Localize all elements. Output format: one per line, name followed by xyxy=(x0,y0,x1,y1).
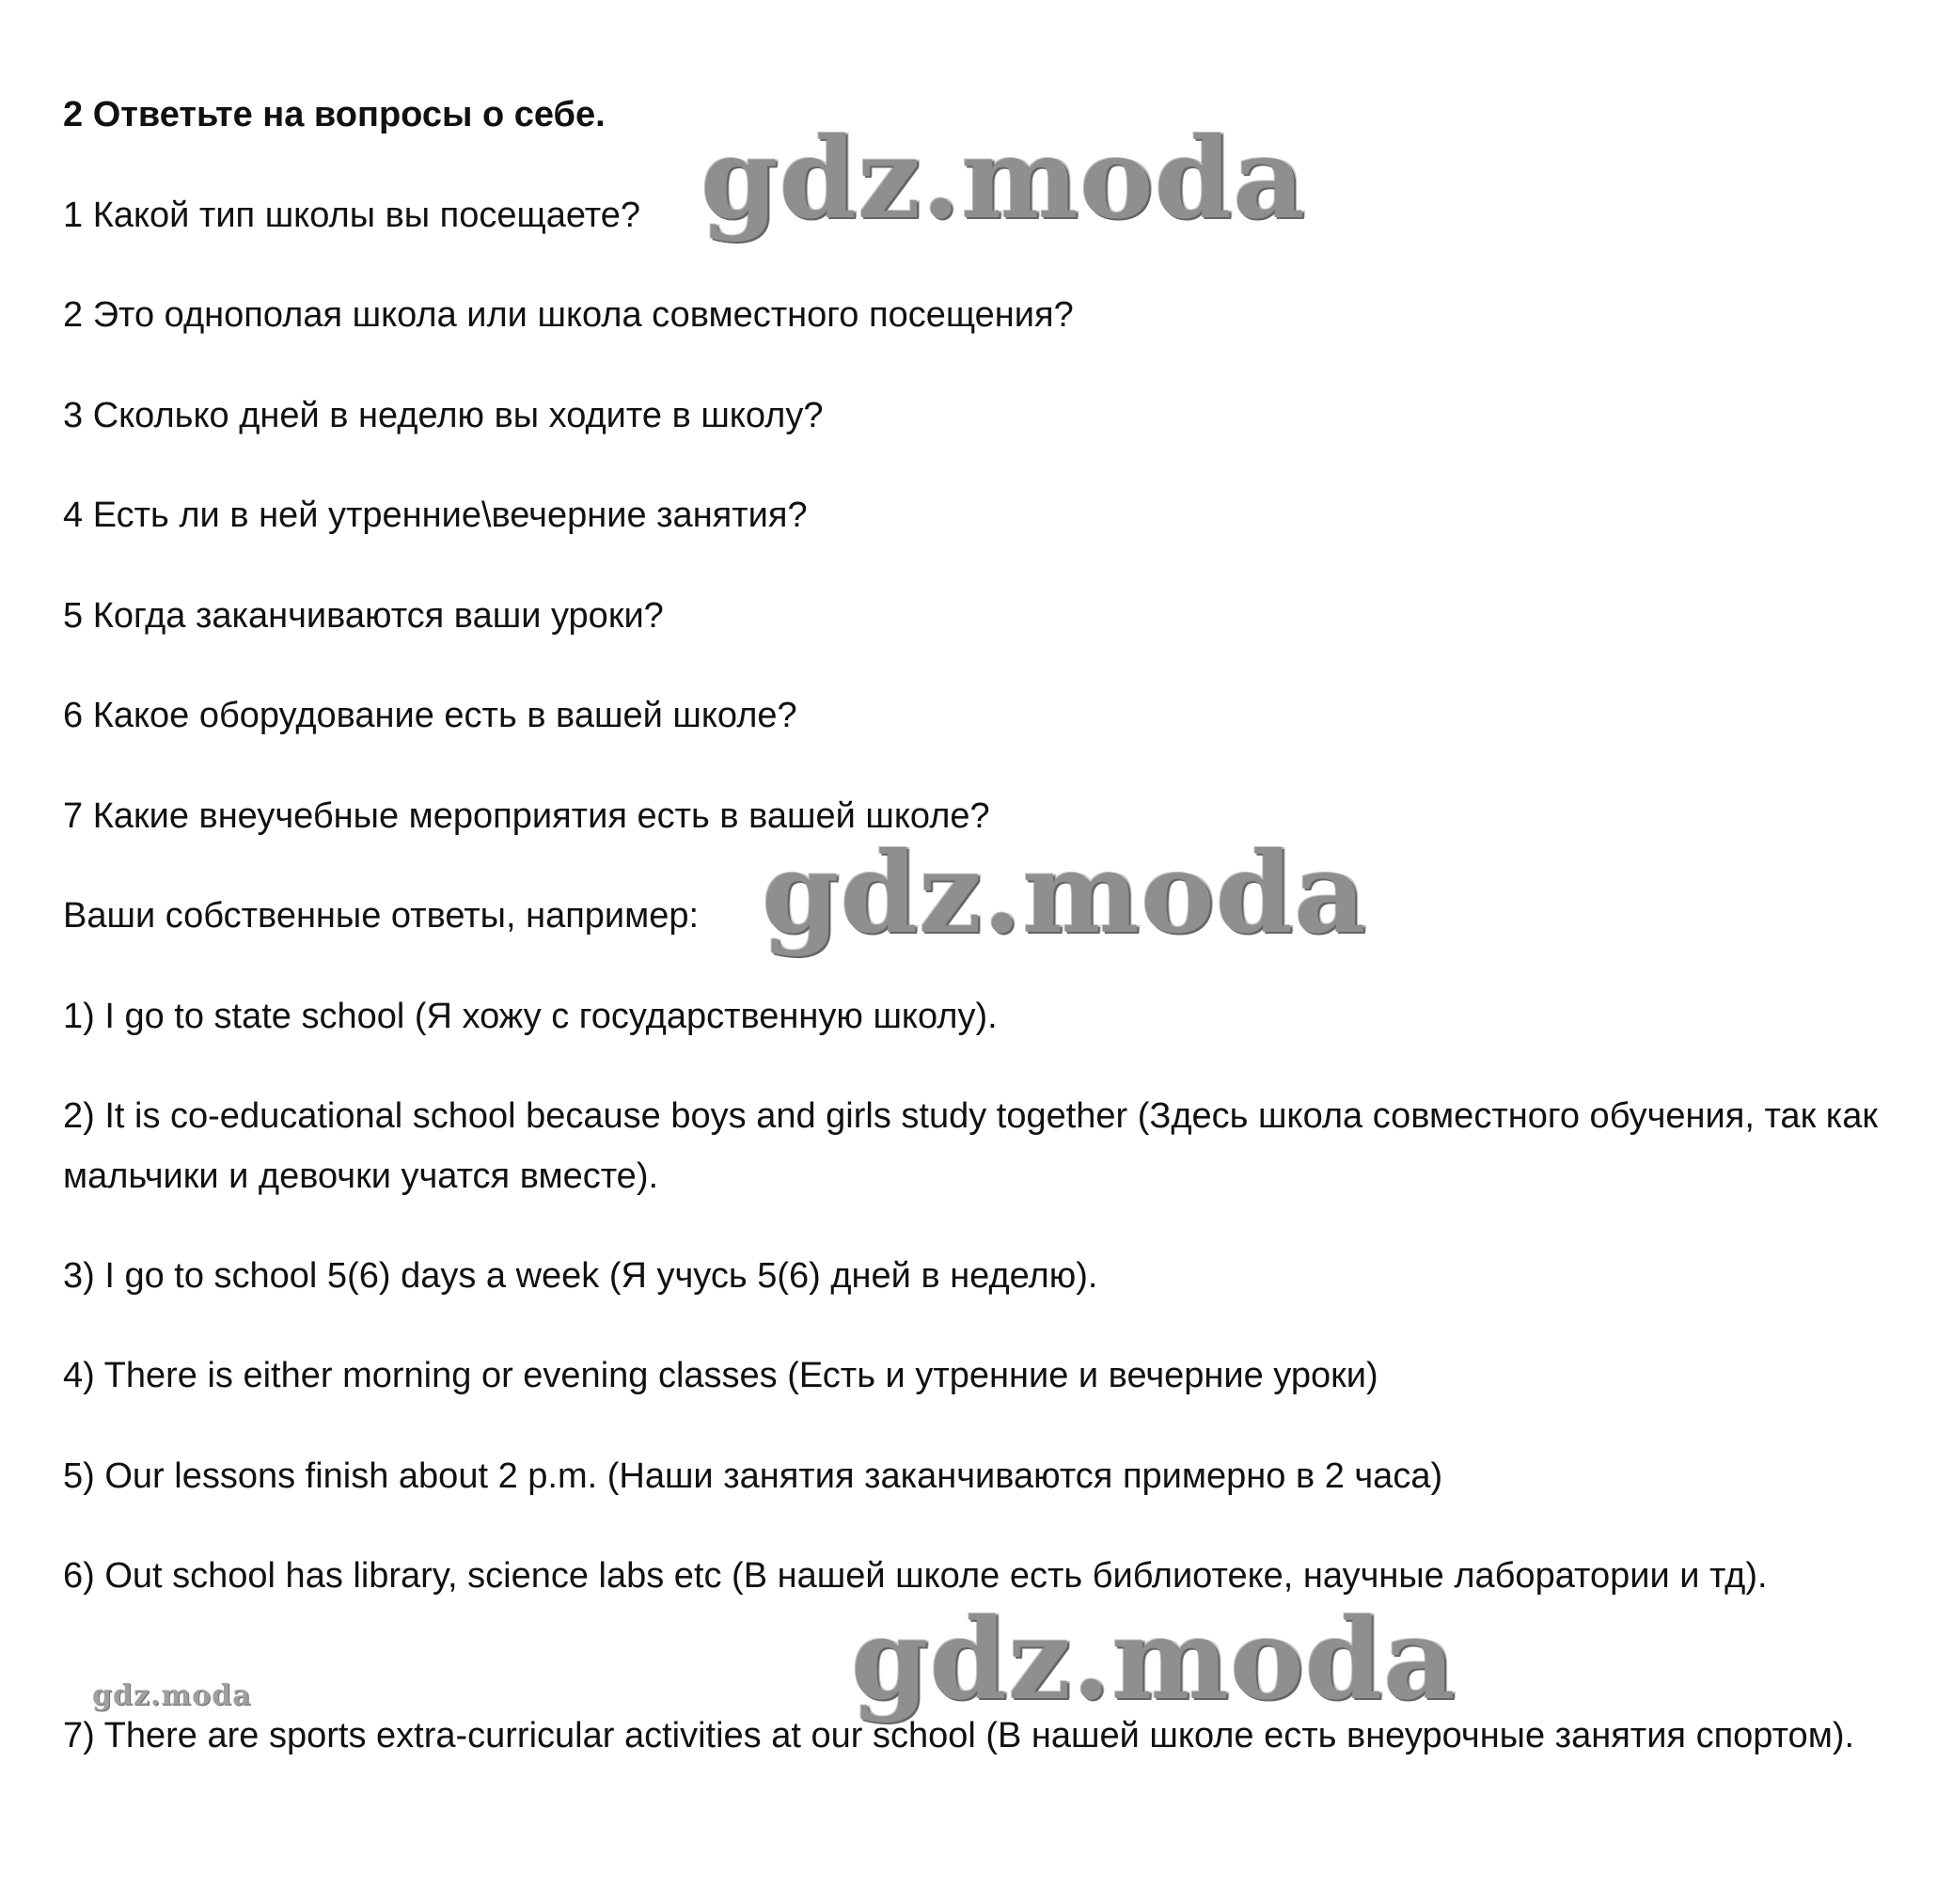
answer-1: 1) I go to state school (Я хожу с государственную школу). xyxy=(63,997,998,1036)
answers-intro: Ваши собственные ответы, например: xyxy=(63,896,700,936)
question-6: 6 Какое оборудование есть в вашей школе? xyxy=(63,696,797,735)
watermark-logo: gdz.moda xyxy=(762,827,1367,958)
answer-6: 6) Out school has library, science labs etc (В нашей школе есть библиотеке, научные лаборатории и тд). xyxy=(63,1556,1768,1596)
watermark-logo-small: gdz.moda xyxy=(92,1679,252,1712)
watermark-logo: gdz.moda xyxy=(851,1594,1457,1724)
question-4: 4 Есть ли в ней утренние\вечерние занятия? xyxy=(63,496,808,535)
answer-5: 5) Our lessons finish about 2 p.m. (Наши занятия заканчиваются примерно в 2 часа) xyxy=(63,1456,1443,1496)
answer-3: 3) I go to school 5(6) days a week (Я учусь 5(6) дней в неделю). xyxy=(63,1256,1098,1296)
question-1: 1 Какой тип школы вы посещаете? xyxy=(63,196,640,235)
answer-7: 7) There are sports extra-curricular activities at our school (В нашей школе есть внеурочные занятия спортом). xyxy=(63,1716,1855,1755)
exercise-heading: 2 Ответьте на вопросы о себе. xyxy=(63,95,606,134)
watermark-logo: gdz.moda xyxy=(701,113,1306,244)
answer-4: 4) There is either morning or evening classes (Есть и утренние и вечерние уроки) xyxy=(63,1356,1378,1395)
question-3: 3 Сколько дней в неделю вы ходите в школу? xyxy=(63,396,824,435)
question-7: 7 Какие внеучебные мероприятия есть в вашей школе? xyxy=(63,796,990,836)
question-5: 5 Когда заканчиваются ваши уроки? xyxy=(63,596,664,636)
answer-2: 2) It is co-educational school because boys and girls study together (Здесь школа совместного обучения, так как мальчики и девочки учатся вместе). xyxy=(63,1096,1878,1196)
question-2: 2 Это однополая школа или школа совместного посещения? xyxy=(63,295,1074,335)
